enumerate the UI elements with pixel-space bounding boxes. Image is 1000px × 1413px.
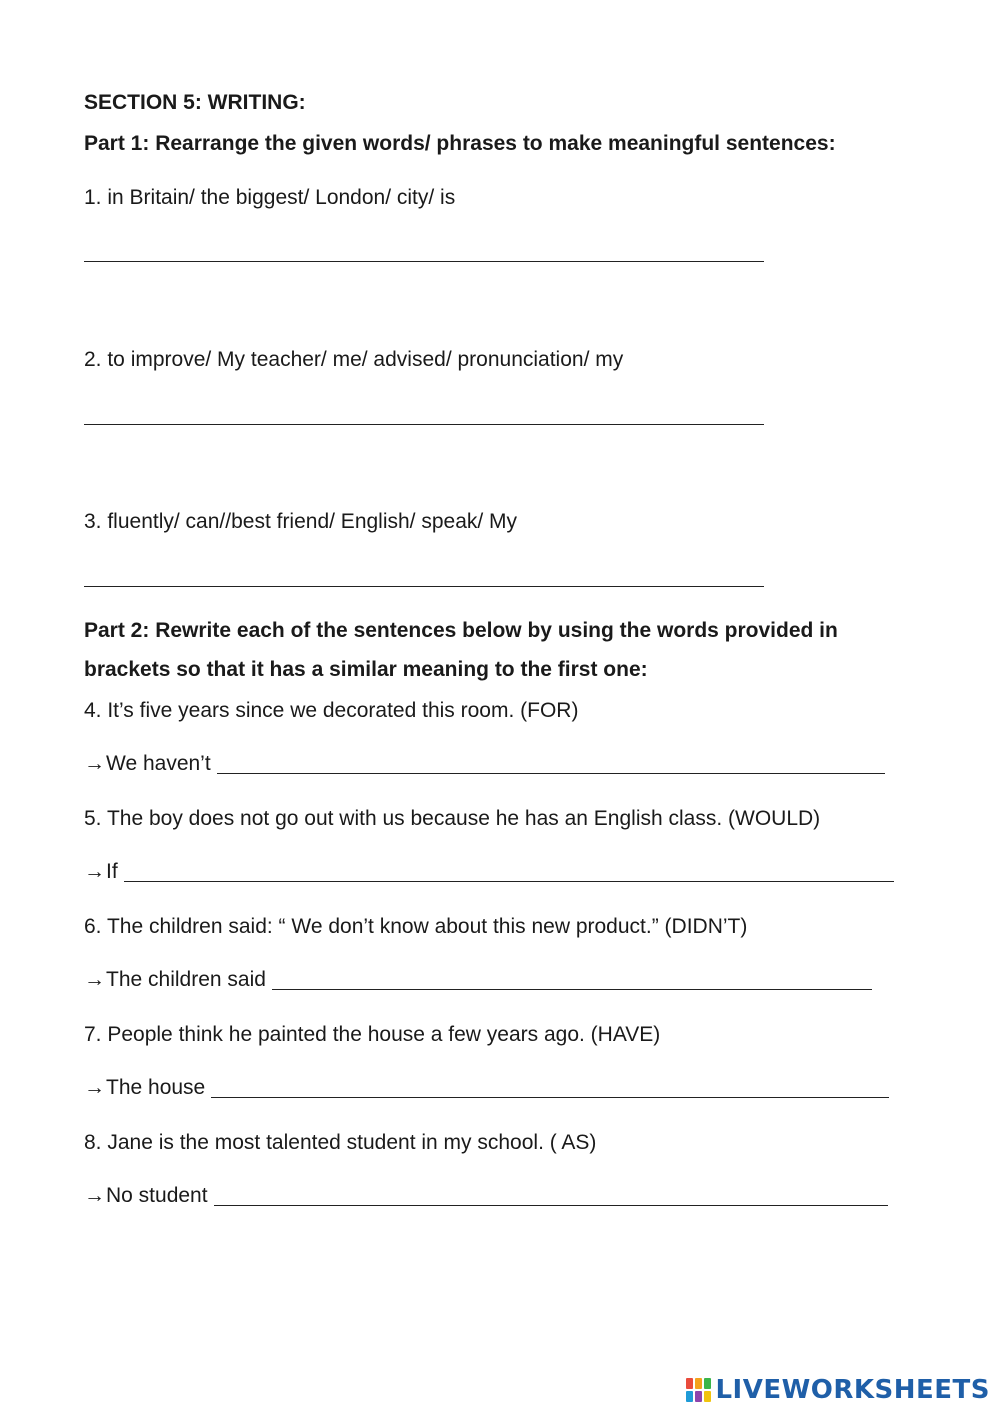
answer-prompt-5: If: [106, 860, 118, 883]
answer-line-3[interactable]: [84, 586, 764, 587]
answer-blank-4[interactable]: [217, 753, 885, 774]
part2-question-7: 7. People think he painted the house a few years ago. (HAVE): [84, 1023, 661, 1046]
section-title: SECTION 5: WRITING:: [84, 91, 306, 114]
answer-row-4: [84, 753, 885, 774]
answer-row-6: [84, 969, 872, 990]
answer-row-8: [84, 1185, 888, 1206]
part2-question-8: 8. Jane is the most talented student in my school. ( AS): [84, 1131, 597, 1154]
arrow-icon: →: [84, 968, 105, 991]
logo-blocks-icon: [686, 1378, 711, 1402]
answer-prompt-4: We haven’t: [106, 752, 211, 775]
arrow-icon: →: [84, 752, 105, 775]
answer-blank-5[interactable]: [124, 861, 894, 882]
logo-text: LIVEWORKSHEETS: [715, 1375, 990, 1405]
answer-prompt-6: The children said: [106, 968, 266, 991]
part2-question-5: 5. The boy does not go out with us because he has an English class. (WOULD): [84, 807, 821, 830]
part1-heading: Part 1: Rearrange the given words/ phrases to make meaningful sentences:: [84, 132, 836, 155]
part2-heading-line2: brackets so that it has a similar meaning to the first one:: [84, 658, 648, 681]
answer-row-7: [84, 1077, 889, 1098]
answer-prompt-8: No student: [106, 1184, 208, 1207]
answer-line-2[interactable]: [84, 424, 764, 425]
answer-line-1[interactable]: [84, 261, 764, 262]
arrow-icon: →: [84, 1076, 105, 1099]
part2-heading-line1: Part 2: Rewrite each of the sentences below by using the words provided in: [84, 619, 838, 642]
part1-question-1: 1. in Britain/ the biggest/ London/ city/ is: [84, 186, 456, 209]
arrow-icon: →: [84, 1184, 105, 1207]
part1-question-3: 3. fluently/ can//best friend/ English/ speak/ My: [84, 510, 518, 533]
liveworksheets-logo: [686, 1375, 990, 1405]
answer-prompt-7: The house: [106, 1076, 206, 1099]
answer-blank-6[interactable]: [272, 969, 872, 990]
answer-blank-8[interactable]: [214, 1185, 888, 1206]
answer-row-5: [84, 861, 894, 882]
part1-question-2: 2. to improve/ My teacher/ me/ advised/ pronunciation/ my: [84, 348, 624, 371]
part2-question-4: 4. It’s five years since we decorated this room. (FOR): [84, 699, 579, 722]
part2-question-6: 6. The children said: “ We don’t know about this new product.” (DIDN’T): [84, 915, 748, 938]
arrow-icon: →: [84, 860, 105, 883]
answer-blank-7[interactable]: [211, 1077, 889, 1098]
